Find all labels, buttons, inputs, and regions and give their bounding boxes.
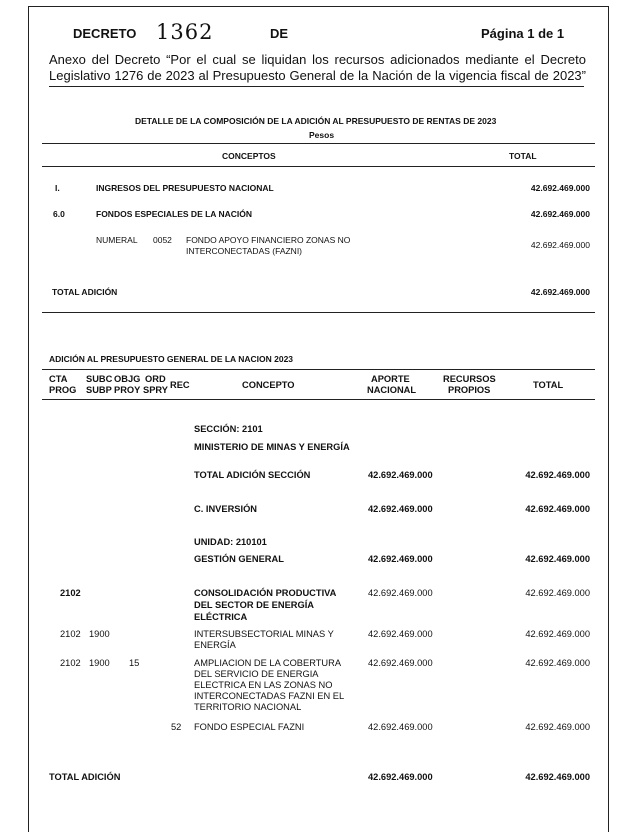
unidad-label: UNIDAD: 210101 (194, 537, 267, 547)
spry-label: FONDO ESPECIAL FAZNI (194, 722, 305, 732)
hdr-aporte: APORTE (371, 374, 410, 384)
page-number: Página 1 de 1 (481, 26, 565, 41)
seccion-name: MINISTERIO DE MINAS Y ENERGÍA (194, 442, 350, 452)
inversion-label: C. INVERSIÓN (194, 504, 258, 514)
prog-line-2: DEL SECTOR DE ENERGÍA (194, 600, 315, 610)
hdr-subp: SUBP (86, 385, 112, 395)
prog-line-1: CONSOLIDACIÓN PRODUCTIVA (194, 588, 337, 598)
rentas-row-code: I. (55, 183, 60, 193)
subp-cta: 2102 (60, 629, 81, 639)
prog-line-3: ELÉCTRICA (194, 612, 248, 622)
proy-subc: 1900 (89, 658, 110, 668)
hdr-cta: CTA (49, 374, 68, 384)
gastos-header-top-rule (42, 369, 595, 370)
hdr-objg: OBJG (114, 374, 141, 384)
proy-objg: 15 (129, 658, 140, 668)
numeral-code: 0052 (153, 235, 172, 245)
spry-rec: 52 (171, 722, 182, 732)
numeral-total: 42.692.469.000 (530, 240, 590, 250)
annex-title (49, 52, 586, 84)
rentas-row-total: 42.692.469.000 (530, 183, 590, 193)
gestion-aporte: 42.692.469.000 (368, 554, 433, 564)
inversion-total: 42.692.469.000 (525, 504, 590, 514)
decreto-number: 1362 (156, 20, 214, 44)
rentas-total-label: TOTAL ADICIÓN (52, 287, 118, 297)
subp-aporte: 42.692.469.000 (368, 629, 433, 639)
rentas-title: DETALLE DE LA COMPOSICIÓN DE LA ADICIÓN AL PRESUPUESTO DE RENTAS DE 2023 (135, 116, 497, 126)
spry-aporte: 42.692.469.000 (368, 722, 433, 732)
proy-aporte: 42.692.469.000 (368, 658, 433, 668)
subp-subc: 1900 (89, 629, 110, 639)
hdr-propios: PROPIOS (448, 385, 491, 395)
proy-line-2: DEL SERVICIO DE ENERGIA (194, 669, 319, 679)
decreto-label: DECRETO (73, 26, 137, 41)
annex-underline (49, 86, 584, 87)
rentas-subtitle: Pesos (309, 130, 335, 140)
subp-line-2: ENERGÍA (194, 640, 236, 650)
gastos-total-aporte: 42.692.469.000 (368, 772, 433, 782)
rentas-header-bottom-rule (42, 166, 595, 167)
gestion-total: 42.692.469.000 (525, 554, 590, 564)
numeral-desc-2: INTERCONECTADAS (FAZNI) (186, 246, 303, 256)
total-seccion-label: TOTAL ADICIÓN SECCIÓN (194, 470, 311, 480)
hdr-nacional: NACIONAL (367, 385, 417, 395)
hdr-prog: PROG (49, 385, 77, 395)
gastos-total-label: TOTAL ADICIÓN (49, 772, 121, 782)
inversion-aporte: 42.692.469.000 (368, 504, 433, 514)
col-conceptos: CONCEPTOS (222, 151, 276, 161)
subp-line-1: INTERSUBSECTORIAL MINAS Y (194, 629, 334, 639)
hdr-subc: SUBC (86, 374, 113, 384)
rentas-header-top-rule (42, 143, 595, 144)
hdr-spry: SPRY (143, 385, 168, 395)
proy-total: 42.692.469.000 (525, 658, 590, 668)
hdr-total: TOTAL (533, 380, 564, 390)
gastos-total-value: 42.692.469.000 (525, 772, 590, 782)
gastos-title: ADICIÓN AL PRESUPUESTO GENERAL DE LA NACION 2023 (49, 354, 294, 364)
rentas-row-label: FONDOS ESPECIALES DE LA NACIÓN (96, 209, 253, 219)
rentas-bottom-rule (42, 312, 595, 313)
rentas-row-total: 42.692.469.000 (530, 209, 590, 219)
numeral-label: NUMERAL (96, 235, 138, 245)
proy-cta: 2102 (60, 658, 81, 668)
proy-line-4: INTERCONECTADAS FAZNI EN EL (194, 691, 345, 701)
rentas-total-value: 42.692.469.000 (530, 287, 590, 297)
rentas-row-label: INGRESOS DEL PRESUPUESTO NACIONAL (96, 183, 274, 193)
prog-cta: 2102 (60, 588, 81, 598)
proy-line-1: AMPLIACION DE LA COBERTURA (194, 658, 342, 668)
de-label: DE (270, 26, 289, 41)
hdr-proy: PROY (114, 385, 141, 395)
hdr-ord: ORD (145, 374, 166, 384)
gestion-label: GESTIÓN GENERAL (194, 554, 284, 564)
gastos-header-bottom-rule (42, 399, 595, 400)
total-seccion-total: 42.692.469.000 (525, 470, 590, 480)
proy-line-3: ELECTRICA EN LAS ZONAS NO (194, 680, 333, 690)
col-total: TOTAL (509, 151, 537, 161)
total-seccion-aporte: 42.692.469.000 (368, 470, 433, 480)
hdr-concepto: CONCEPTO (242, 380, 295, 390)
hdr-recursos: RECURSOS (443, 374, 496, 384)
prog-total: 42.692.469.000 (525, 588, 590, 598)
spry-total: 42.692.469.000 (525, 722, 590, 732)
annex-line-1: Anexo del Decreto “Por el cual se liquidan los recursos adicionados mediante el Decreto (49, 52, 586, 67)
rentas-row-code: 6.0 (53, 209, 65, 219)
numeral-desc-1: FONDO APOYO FINANCIERO ZONAS NO (186, 235, 351, 245)
hdr-rec: REC (170, 380, 190, 390)
annex-line-2: Legislativo 1276 de 2023 al Presupuesto General de la Nación de la vigencia fiscal de 2023” (49, 68, 586, 83)
subp-total: 42.692.469.000 (525, 629, 590, 639)
seccion-label: SECCIÓN: 2101 (194, 424, 263, 434)
proy-line-5: TERRITORIO NACIONAL (194, 702, 302, 712)
prog-aporte: 42.692.469.000 (368, 588, 433, 598)
